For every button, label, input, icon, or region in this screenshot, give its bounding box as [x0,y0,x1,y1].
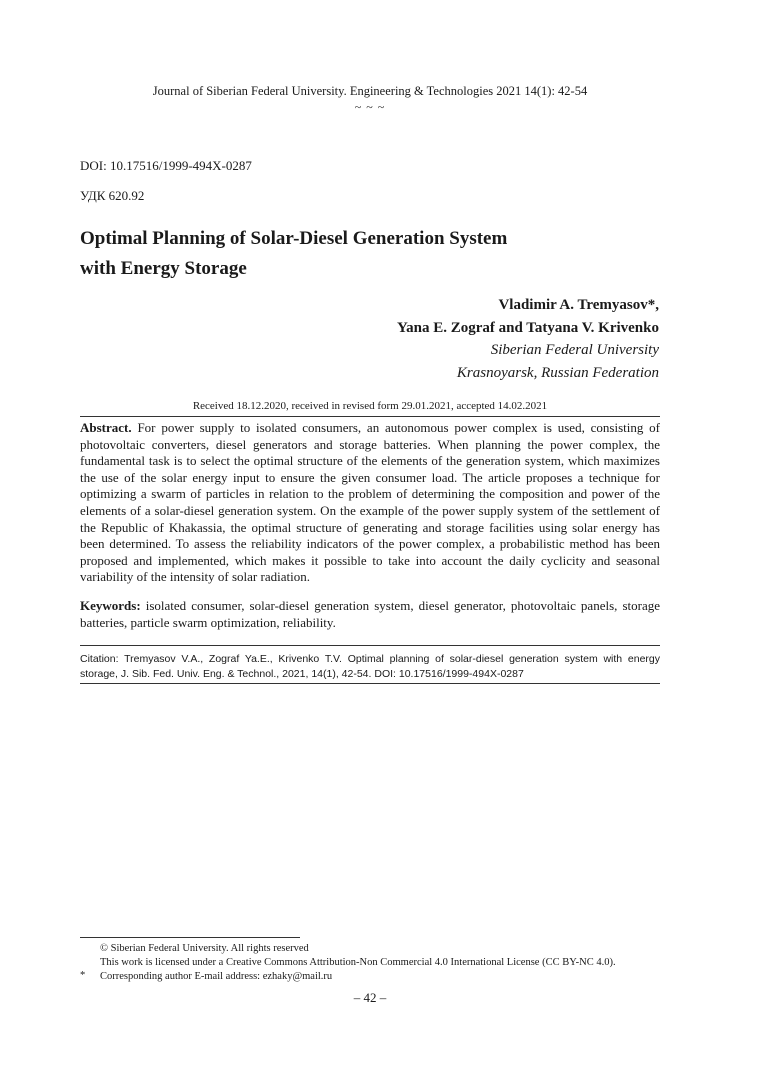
divider-citation-top [80,645,660,646]
abstract [80,420,660,586]
keywords-label: Keywords: [80,598,141,613]
authors-line-2: Yana E. Zograf and Tatyana V. Krivenko [396,319,659,336]
title-line-2: with Energy Storage [80,258,247,279]
location: Krasnoyarsk, Russian Federation [456,364,659,381]
doi: DOI: 10.17516/1999-494X-0287 [80,158,252,173]
author-block [397,294,659,384]
citation: Citation: Tremyasov V.A., Zograf Ya.E., Krivenko T.V. Optimal planning of solar-diesel generation system with energy storage, J. Sib. Fed. Univ. Eng. & Technol., 2021, 14(1), 42-54. DOI: 10.17516/1999-494X-0287 [80,653,660,680]
title-line-1: Optimal Planning of Solar-Diesel Generation System [80,228,508,249]
received-dates: Received 18.12.2020, received in revised form 29.01.2021, accepted 14.02.2021 [192,400,548,412]
keywords-text: isolated consumer, solar-diesel generation system, diesel generator, photovoltaic panels, storage batteries, particle swarm optimization, reliability. [80,598,660,630]
divider-citation-bottom [80,683,660,684]
affiliation: Siberian Federal University [490,342,659,358]
copyright-note: © Siberian Federal University. All rights reserved [100,943,309,954]
article-title [80,224,600,284]
license-note: This work is licensed under a Creative Commons Attribution-Non Commercial 4.0 International License (CC BY-NC 4.0). [100,957,616,968]
authors-line-1: Vladimir A. Tremyasov*, [498,297,659,313]
journal-header: Journal of Siberian Federal University. Engineering & Technologies 2021 14(1): 42-54 [152,84,588,98]
udk: УДК 620.92 [80,188,145,203]
abstract-label: Abstract. [80,420,132,435]
page-number: – 42 – [353,990,387,1005]
divider-top [80,416,660,417]
corresponding-author: Corresponding author E-mail address: ezhaky@mail.ru [100,971,333,982]
abstract-text: For power supply to isolated consumers, an autonomous power complex is used, consisting of photovoltaic converters, diesel generators and storage batteries. When planning the power complex, the fundamental task is to select the optimal structure of the elements of the generation system, which maximizes the use of the solar energy input to ensure the given consumer load. The article proposes a technique for optimizing a swarm of particles in relation to the problem of determining the composition and power of the elements of a solar-diesel generation system. On the example of the power supply system of the settlement of the Republic of Khakassia, the optimal structure of generating and storage facilities using solar energy has been determined. To assess the reliability indicators of the power complex, a probabilistic method has been proposed and implemented, which makes it possible to take into account the daily cyclicity and seasonal variability of the intensity of solar radiation. [80,420,660,585]
footnote-rule [80,937,300,938]
header-separator: ~ ~ ~ [354,100,386,114]
footnote-star: * [80,970,86,981]
keywords [80,598,660,631]
